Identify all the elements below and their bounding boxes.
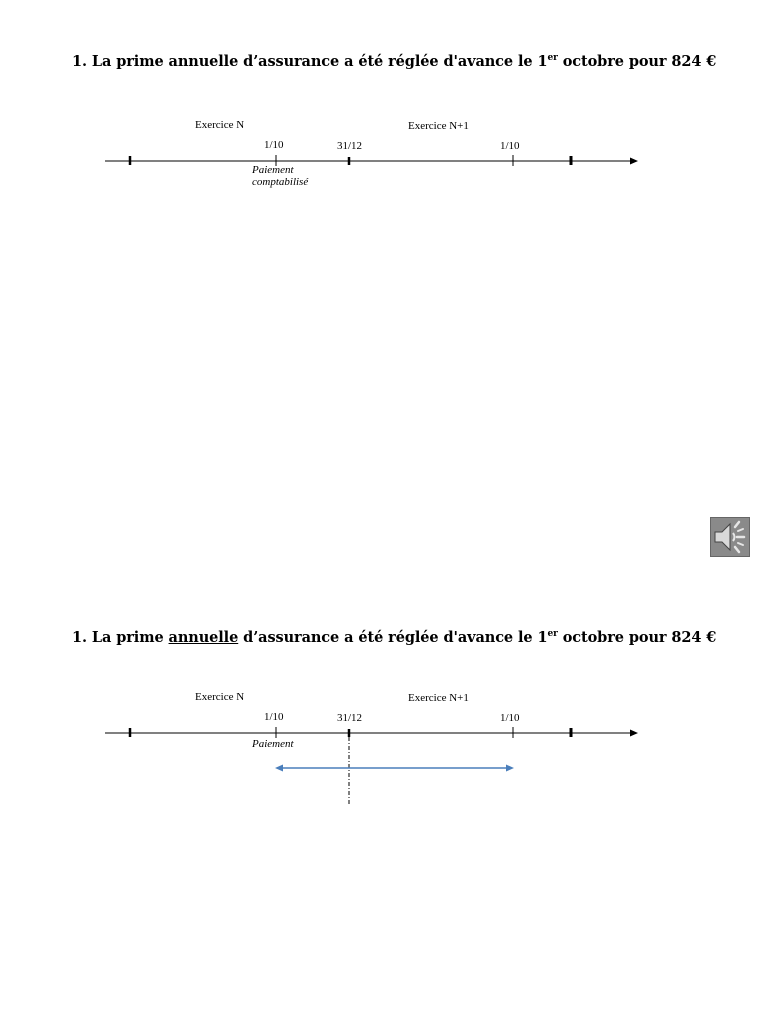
tick-label-1-10-next: 1/10 xyxy=(500,140,520,152)
tick-label-1-10: 1/10 xyxy=(264,139,284,151)
exercice-n-label: Exercice N xyxy=(195,691,245,703)
timeline-arrowhead xyxy=(630,730,638,737)
title-text: 1. La prime annuelle d’assurance a été réglée d'avance le 1 xyxy=(72,53,548,70)
slide-2 xyxy=(0,576,768,1024)
payment-note-line-1: Paiement xyxy=(252,164,294,176)
title-superscript: er xyxy=(547,53,558,64)
speaker-icon xyxy=(711,518,749,556)
title-superscript: er xyxy=(547,629,558,640)
coverage-arrowhead-right xyxy=(506,765,514,772)
timeline-2 xyxy=(0,576,768,1024)
coverage-arrowhead-left xyxy=(275,765,283,772)
tick-label-31-12: 31/12 xyxy=(337,140,363,152)
payment-note: Paiement xyxy=(252,738,294,750)
exercice-n-label: Exercice N xyxy=(195,119,245,131)
tick-label-31-12: 31/12 xyxy=(337,712,363,724)
exercice-n1-label: Exercice N+1 xyxy=(408,120,469,132)
title-underlined-word: annuelle xyxy=(168,629,239,646)
audio-button[interactable] xyxy=(710,517,750,557)
payment-note-line-2: comptabilisé xyxy=(252,176,309,188)
title-text-end: octobre pour 824 € xyxy=(557,629,717,646)
title-text-end: octobre pour 824 € xyxy=(557,53,717,70)
tick-label-1-10-next: 1/10 xyxy=(500,712,520,724)
title-text-middle: d’assurance a été réglée d'avance le 1 xyxy=(238,629,548,646)
timeline-arrowhead xyxy=(630,158,638,165)
exercice-n1-label: Exercice N+1 xyxy=(408,692,469,704)
tick-label-1-10: 1/10 xyxy=(264,711,284,723)
title-text: 1. La prime xyxy=(72,629,169,646)
